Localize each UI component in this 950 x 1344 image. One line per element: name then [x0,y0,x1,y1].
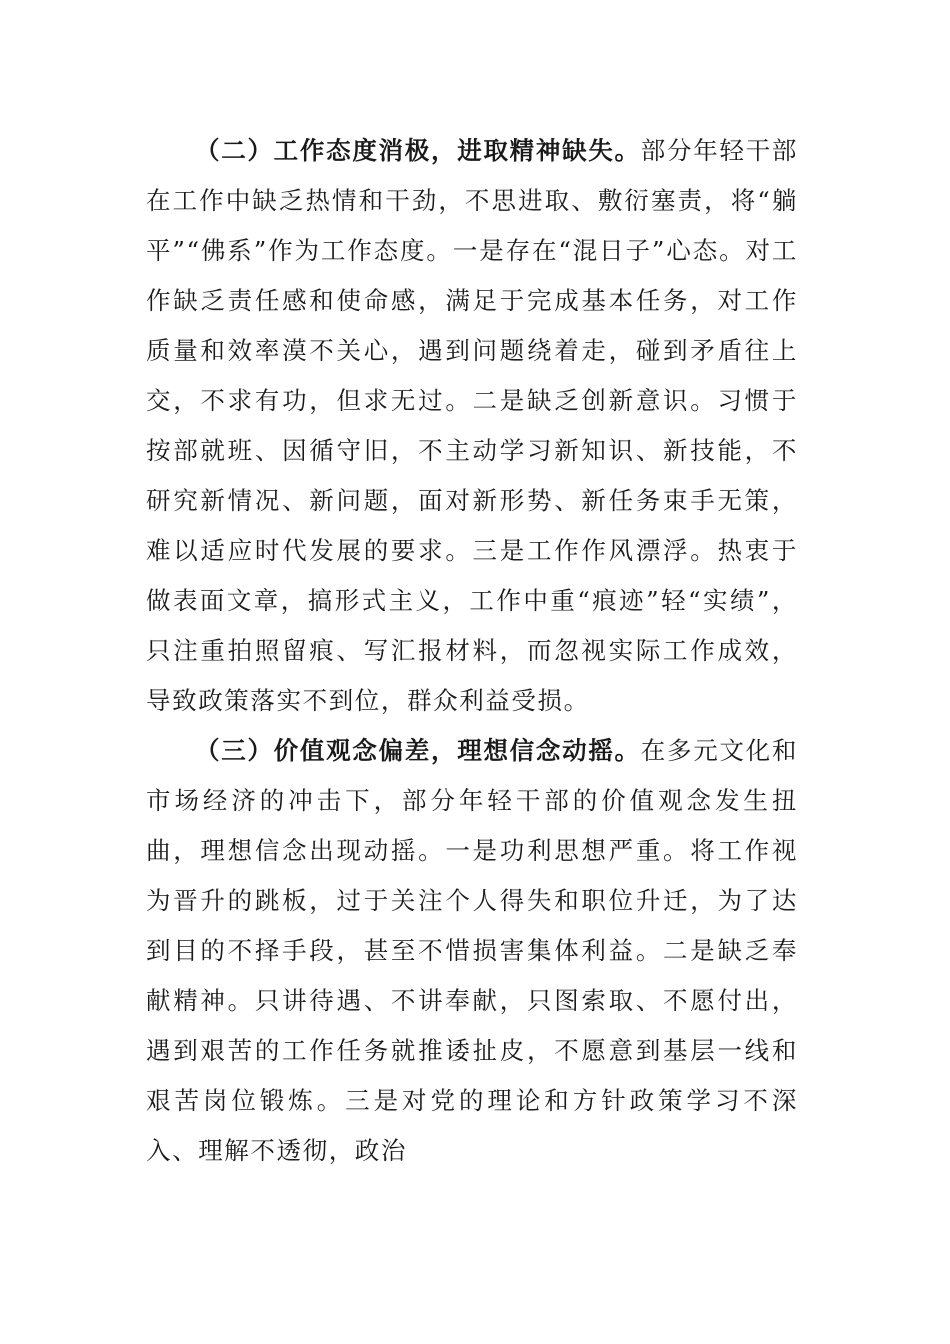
section-heading-3: （三）价值观念偏差，理想信念动摇。 [195,736,641,765]
section-paragraph-3 [146,726,798,1176]
section-body-3: 在多元文化和市场经济的冲击下，部分年轻干部的价值观念发生扭曲，理想信念出现动摇。一是功利思想严重。将工作视为晋升的跳板，过于关注个人得失和职位升迁，为了达到目的不择手段，甚至不惜损害集体利益。二是缺乏奉献精神。只讲待遇、不讲奉献，只图索取、不愿付出，遇到艰苦的工作任务就推诿扯皮，不愿意到基层一线和艰苦岗位锻炼。三是对党的理论和方针政策学习不深入、理解不透彻，政治 [146,736,798,1165]
section-heading-2: （二）工作态度消极，进取精神缺失。 [195,136,641,165]
section-body-2: 部分年轻干部在工作中缺乏热情和干劲，不思进取、敷衍塞责，将“躺平”“佛系”作为工作态度。一是存在“混日子”心态。对工作缺乏责任感和使命感，满足于完成基本任务，对工作质量和效率漠不关心，遇到问题绕着走，碰到矛盾往上交，不求有功，但求无过。二是缺乏创新意识。习惯于按部就班、因循守旧，不主动学习新知识、新技能，不研究新情况、新问题，面对新形势、新任务束手无策，难以适应时代发展的要求。三是工作作风漂浮。热衷于做表面文章，搞形式主义，工作中重“痕迹”轻“实绩”，只注重拍照留痕、写汇报材料，而忽视实际工作成效，导致政策落实不到位，群众利益受损。 [146,136,798,715]
section-paragraph-2 [146,126,798,726]
document-body [146,126,798,1176]
